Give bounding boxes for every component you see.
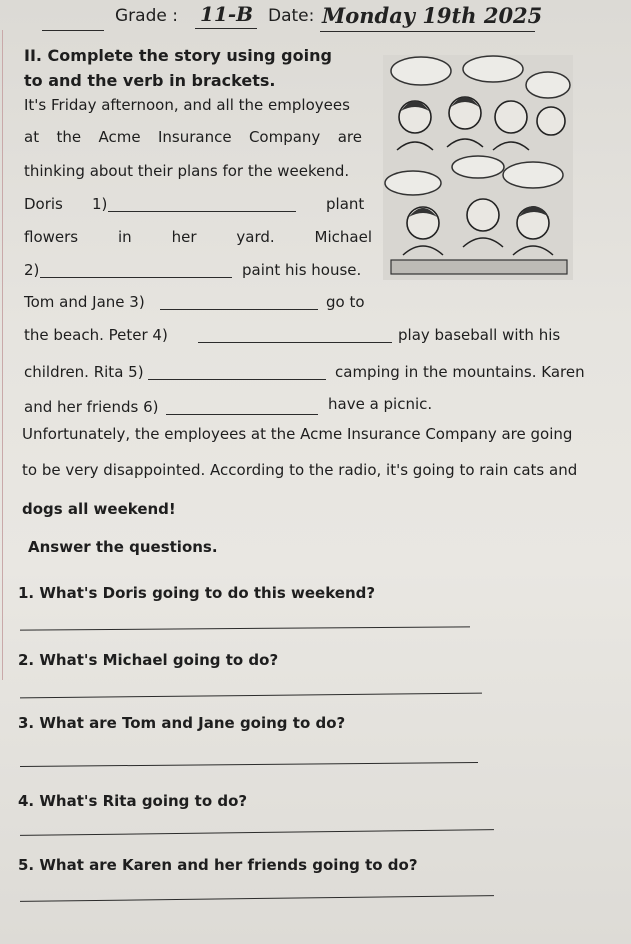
doris-label: Doris	[24, 195, 63, 213]
blank-5[interactable]	[148, 379, 326, 380]
go-to-verb: go to	[326, 293, 365, 311]
blank-4[interactable]	[198, 342, 392, 343]
section-title-line2: to and the verb in brackets.	[24, 71, 276, 90]
header-left-rule	[42, 30, 104, 31]
section-title-line1: II. Complete the story using going	[24, 46, 332, 65]
story-word: Company	[248, 128, 321, 146]
answer-line-1[interactable]	[20, 626, 470, 631]
question-4: 4. What's Rita going to do?	[18, 792, 248, 810]
story-word: in	[118, 228, 132, 246]
plant-verb: plant	[326, 195, 365, 213]
question-5: 5. What are Karen and her friends going to do?	[18, 856, 418, 874]
margin-line	[2, 30, 3, 680]
questions-title: Answer the questions.	[28, 538, 218, 556]
beach-peter-label: the beach. Peter 4)	[24, 326, 168, 344]
blank-2[interactable]	[40, 277, 232, 278]
story-unfortunately-2: to be very disappointed. According to the radio, it's going to rain cats and	[22, 461, 578, 479]
answer-line-3[interactable]	[20, 762, 478, 767]
employees-illustration-image	[383, 55, 573, 280]
blank-number-2: 2)	[24, 261, 40, 279]
story-word: Michael	[314, 228, 372, 246]
blank-number-1: 1)	[92, 195, 108, 213]
grade-rule	[195, 28, 257, 29]
rita-label: children. Rita 5)	[24, 363, 144, 381]
story-word: are	[337, 128, 362, 146]
date-label: Date:	[268, 6, 315, 26]
blank-1[interactable]	[108, 211, 296, 212]
date-rule	[320, 31, 535, 32]
friends-label: and her friends 6)	[24, 398, 159, 416]
story-word: at	[24, 128, 40, 146]
question-2: 2. What's Michael going to do?	[18, 651, 279, 669]
date-value: Monday 19th 2025	[322, 3, 543, 28]
story-word: Insurance	[157, 128, 232, 146]
story-word: the	[56, 128, 82, 146]
picnic-verb: have a picnic.	[328, 395, 433, 413]
story-line-2	[24, 128, 362, 146]
question-1: 1. What's Doris going to do this weekend?	[18, 584, 376, 602]
answer-line-4[interactable]	[20, 829, 494, 836]
answer-line-5[interactable]	[20, 895, 494, 902]
story-line-5	[24, 228, 372, 246]
desk-shape	[391, 260, 567, 274]
story-word: Acme	[98, 128, 141, 146]
answer-line-2[interactable]	[20, 693, 482, 699]
grade-label: Grade :	[115, 6, 178, 26]
blank-6[interactable]	[166, 414, 318, 415]
story-word: flowers	[24, 228, 79, 246]
blank-3[interactable]	[160, 309, 318, 310]
story-word: her	[171, 228, 197, 246]
play-verb: play baseball with his	[398, 326, 561, 344]
paint-verb: paint his house.	[242, 261, 362, 279]
grade-value: 11-B	[200, 2, 254, 26]
story-word: yard.	[236, 228, 275, 246]
story-unfortunately-1: Unfortunately, the employees at the Acme Insurance Company are going	[22, 425, 573, 443]
tom-jane-label: Tom and Jane 3)	[24, 293, 145, 311]
camping-verb: camping in the mountains. Karen	[335, 363, 585, 381]
story-line-3: thinking about their plans for the weekend.	[24, 162, 350, 180]
story-line-1: It's Friday afternoon, and all the employees	[24, 96, 350, 114]
question-3: 3. What are Tom and Jane going to do?	[18, 714, 346, 732]
story-unfortunately-3: dogs all weekend!	[22, 500, 176, 518]
